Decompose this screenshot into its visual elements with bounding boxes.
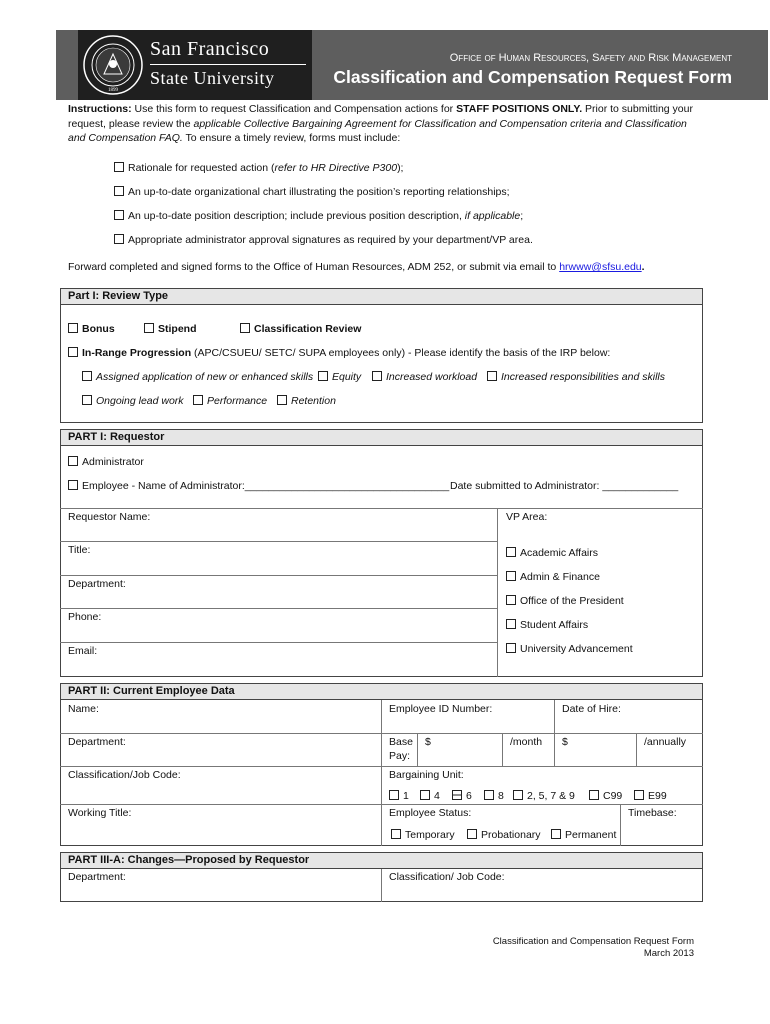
status-option-permanent[interactable]	[551, 829, 616, 843]
struck-checkbox[interactable]	[452, 790, 462, 800]
instructions-text-3: request, please review the	[68, 118, 194, 130]
checkbox[interactable]	[318, 371, 328, 381]
irp-option-equity[interactable]	[318, 371, 361, 385]
divider	[60, 766, 703, 767]
divider	[620, 804, 621, 846]
unit-label: 6	[466, 790, 472, 802]
irp-option-label: Increased responsibilities and skills	[501, 371, 665, 383]
unit-option-1[interactable]	[389, 790, 409, 804]
irp-option-label: Increased workload	[386, 371, 478, 383]
unit-option-2579[interactable]	[513, 790, 575, 804]
irp-option-performance[interactable]	[193, 395, 267, 409]
timebase-field[interactable]: Timebase:	[628, 807, 677, 819]
email-field[interactable]: Email:	[68, 645, 98, 657]
checkbox[interactable]	[277, 395, 287, 405]
checkbox[interactable]	[68, 480, 78, 490]
divider	[60, 575, 497, 576]
employee-id-field[interactable]: Employee ID Number:	[389, 703, 493, 715]
vp-option-student-affairs[interactable]	[506, 619, 588, 633]
per-month-label: /month	[510, 736, 543, 748]
divider	[497, 508, 498, 677]
irp-option-skills[interactable]	[82, 371, 313, 385]
checkbox[interactable]	[634, 790, 644, 800]
base-pay-label-2: Pay:	[389, 750, 411, 762]
employee-department-field[interactable]: Department:	[68, 736, 126, 748]
classification-review-label: Classification Review	[254, 323, 362, 335]
irp-option-lead-work[interactable]	[82, 395, 184, 409]
checklist-text: An up-to-date organizational chart illustrating the position’s reporting relationships;	[128, 186, 510, 198]
employee-name-field[interactable]: Name:	[68, 703, 99, 715]
checkbox[interactable]	[82, 371, 92, 381]
title-field[interactable]: Title:	[68, 544, 91, 556]
forward-period: .	[641, 261, 645, 273]
logo-line-1: San Francisco	[150, 38, 270, 60]
office-name: Office of Human Resources, Safety and Risk Management	[449, 52, 732, 64]
divider	[381, 700, 382, 846]
divider	[636, 733, 637, 766]
forward-text: Forward completed and signed forms to the Office of Human Resources, ADM 252, or submit via email to	[68, 261, 560, 273]
vp-option-advancement[interactable]	[506, 643, 633, 657]
section-title: PART II: Current Employee Data	[60, 683, 703, 700]
checklist-item[interactable]	[114, 234, 533, 248]
checkbox[interactable]	[68, 456, 78, 466]
vp-option-label: University Advancement	[520, 643, 633, 655]
working-title-field[interactable]: Working Title:	[68, 807, 132, 819]
status-option-temporary[interactable]	[391, 829, 455, 843]
checkbox[interactable]	[506, 571, 516, 581]
unit-option-4[interactable]	[420, 790, 440, 804]
proposed-department-field[interactable]: Department:	[68, 871, 126, 883]
checkbox[interactable]	[372, 371, 382, 381]
per-annum-label: /annually	[644, 736, 687, 748]
checkbox[interactable]	[551, 829, 561, 839]
checkbox[interactable]	[506, 619, 516, 629]
university-seal-icon	[82, 34, 144, 96]
checkbox[interactable]	[114, 210, 124, 220]
irp-label: In-Range Progression	[82, 347, 192, 359]
bargaining-unit-label: Bargaining Unit:	[389, 769, 464, 781]
administrator-label: Administrator	[82, 456, 144, 468]
employee-admin-field[interactable]: Employee - Name of Administrator:___________________________________	[82, 480, 450, 492]
classification-review-option[interactable]	[240, 323, 361, 337]
checklist-italic: refer to HR Directive P300	[274, 162, 398, 174]
checklist-text: );	[397, 162, 404, 174]
irp-option[interactable]	[68, 347, 610, 361]
divider	[60, 642, 497, 643]
checklist-text: An up-to-date position description; include previous position description,	[128, 210, 465, 222]
checkbox[interactable]	[487, 371, 497, 381]
checkbox[interactable]	[467, 829, 477, 839]
checkbox[interactable]	[589, 790, 599, 800]
instructions-faq-reference: and Compensation FAQ.	[68, 132, 183, 144]
unit-label: C99	[603, 790, 623, 802]
instructions-text: Use this form to request Classification and Compensation actions for	[134, 103, 457, 115]
phone-field[interactable]: Phone:	[68, 611, 102, 623]
unit-option-e99[interactable]	[634, 790, 667, 804]
status-label: Permanent	[565, 829, 617, 841]
divider	[60, 733, 703, 734]
irp-option-workload[interactable]	[372, 371, 477, 385]
instructions-line-3	[68, 132, 400, 146]
divider	[60, 804, 703, 805]
form-title: Classification and Compensation Request Form	[333, 67, 732, 87]
instructions-text-2: Prior to submitting your	[582, 103, 693, 115]
stipend-label: Stipend	[158, 323, 197, 335]
checkbox[interactable]	[82, 395, 92, 405]
checkbox[interactable]	[114, 162, 124, 172]
irp-option-label: Equity	[332, 371, 362, 383]
classification-code-field[interactable]: Classification/Job Code:	[68, 769, 181, 781]
checkbox[interactable]	[193, 395, 203, 405]
administrator-option[interactable]	[68, 456, 144, 470]
checkbox[interactable]	[114, 234, 124, 244]
annual-pay-field[interactable]: $	[562, 736, 568, 748]
unit-option-8[interactable]	[484, 790, 504, 804]
instructions-bold: STAFF POSITIONS ONLY.	[456, 103, 583, 115]
vp-option-academic-affairs[interactable]	[506, 547, 598, 561]
logo-line-2: State University	[150, 68, 275, 88]
vp-option-president[interactable]	[506, 595, 624, 609]
monthly-pay-field[interactable]: $	[425, 736, 431, 748]
email-link[interactable]: hrwww@sfsu.edu	[559, 261, 642, 273]
checklist-text: ;	[520, 210, 524, 222]
checklist-italic: if applicable	[464, 210, 521, 222]
instructions-line-1	[68, 103, 693, 117]
vp-option-label: Student Affairs	[520, 619, 589, 631]
unit-option-6[interactable]	[452, 790, 472, 804]
checklist-item[interactable]	[114, 186, 510, 200]
divider	[554, 733, 555, 766]
svg-text:1899: 1899	[108, 88, 118, 93]
date-submitted-field[interactable]: Date submitted to Administrator: _____________	[450, 480, 679, 492]
vp-area-label: VP Area:	[506, 511, 548, 523]
divider	[60, 541, 497, 542]
stipend-option[interactable]	[144, 323, 197, 337]
section-title: Part I: Review Type	[60, 288, 703, 305]
department-field[interactable]: Department:	[68, 578, 126, 590]
divider	[502, 733, 503, 766]
employee-status-label: Employee Status:	[389, 807, 472, 819]
vp-option-label: Academic Affairs	[520, 547, 599, 559]
checklist-item[interactable]	[114, 162, 403, 176]
section-title: PART I: Requestor	[60, 429, 703, 446]
checkbox[interactable]	[506, 547, 516, 557]
unit-option-c99[interactable]	[589, 790, 622, 804]
proposed-class-code-field[interactable]: Classification/ Job Code:	[389, 871, 505, 883]
divider	[417, 733, 418, 766]
vp-option-admin-finance[interactable]	[506, 571, 600, 585]
unit-label: 2, 5, 7 & 9	[527, 790, 575, 802]
instructions-cba-reference: applicable Collective Bargaining Agreement for Classification and Compensation criteria and Classification	[193, 118, 687, 130]
irp-option-responsibilities[interactable]	[487, 371, 665, 385]
requestor-name-field[interactable]: Requestor Name:	[68, 511, 151, 523]
checklist-item[interactable]	[114, 210, 523, 224]
checkbox[interactable]	[389, 790, 399, 800]
checkbox[interactable]	[506, 595, 516, 605]
status-option-probationary[interactable]	[467, 829, 541, 843]
checkbox[interactable]	[513, 790, 523, 800]
instructions-text-4: To ensure a timely review, forms must include:	[182, 132, 401, 144]
forward-instructions	[68, 261, 645, 275]
divider	[554, 700, 555, 733]
unit-label: 4	[434, 790, 440, 802]
bonus-option[interactable]	[68, 323, 115, 337]
footer-form-name: Classification and Compensation Request Form	[492, 936, 694, 947]
date-of-hire-field[interactable]: Date of Hire:	[562, 703, 621, 715]
vp-option-label: Admin & Finance	[520, 571, 600, 583]
irp-option-label: Retention	[291, 395, 336, 407]
unit-label: 1	[403, 790, 409, 802]
irp-description: (APC/CSUEU/ SETC/ SUPA employees only) - Please identify the basis of the IRP below:	[191, 347, 611, 359]
checklist-text: Rationale for requested action (	[128, 162, 275, 174]
vp-option-label: Office of the President	[520, 595, 624, 607]
employee-option[interactable]	[68, 480, 449, 494]
checkbox[interactable]	[484, 790, 494, 800]
requestor-section	[60, 429, 703, 677]
irp-option-retention[interactable]	[277, 395, 336, 409]
checkbox[interactable]	[240, 323, 250, 333]
divider	[60, 508, 703, 509]
checkbox[interactable]	[506, 643, 516, 653]
divider	[60, 608, 497, 609]
irp-option-label: Ongoing lead work	[96, 395, 184, 407]
footer-date: March 2013	[643, 948, 694, 959]
checkbox[interactable]	[114, 186, 124, 196]
section-title: PART III-A: Changes—Proposed by Requestor	[60, 852, 703, 869]
instructions-line-2	[68, 118, 687, 132]
base-pay-label: Base	[389, 736, 413, 748]
divider	[381, 869, 382, 902]
checkbox[interactable]	[68, 347, 78, 357]
checkbox[interactable]	[391, 829, 401, 839]
instructions-lead: Instructions:	[68, 103, 132, 115]
checkbox[interactable]	[420, 790, 430, 800]
status-label: Probationary	[481, 829, 541, 841]
checklist-text: Appropriate administrator approval signatures as required by your department/VP area.	[128, 234, 533, 246]
irp-option-label: Assigned application of new or enhanced skills	[96, 371, 314, 383]
unit-label: 8	[498, 790, 504, 802]
checkbox[interactable]	[144, 323, 154, 333]
unit-label: E99	[648, 790, 667, 802]
bonus-label: Bonus	[82, 323, 115, 335]
checkbox[interactable]	[68, 323, 78, 333]
logo-divider	[150, 64, 306, 65]
status-label: Temporary	[405, 829, 455, 841]
irp-option-label: Performance	[207, 395, 268, 407]
